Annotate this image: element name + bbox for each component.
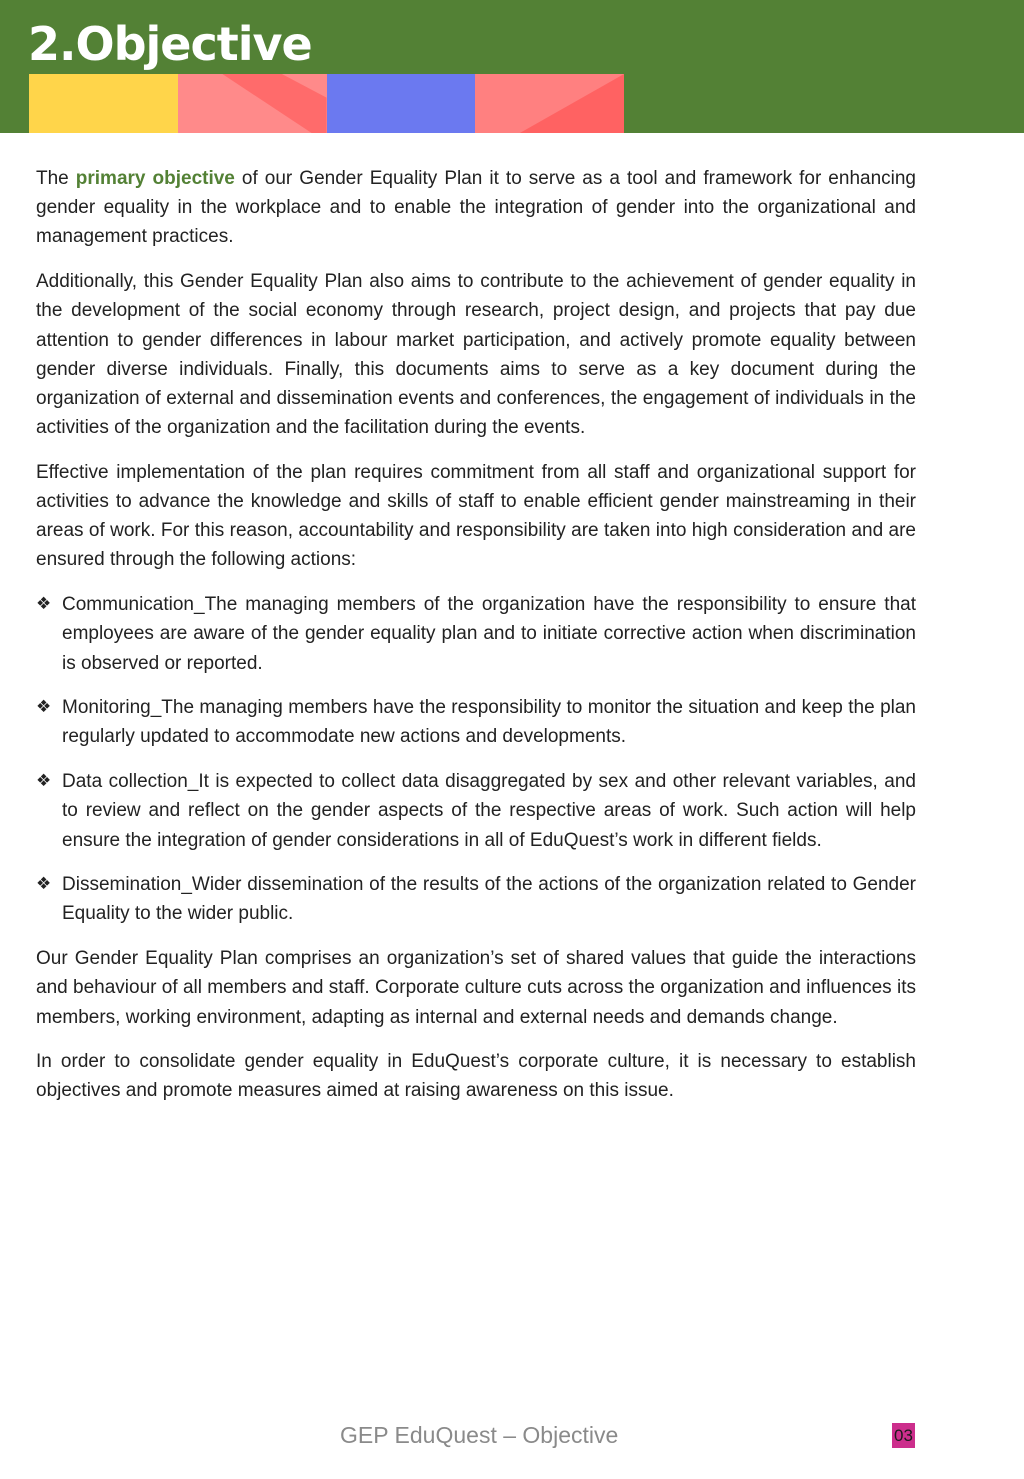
header-banner	[0, 0, 1024, 133]
paragraph: Effective implementation of the plan requires commitment from all staff and organizational support for activities to advance the knowledge and skills of staff to enable efficient gender mainstreaming in their areas of work. For this reason, accountability and responsibility are taken into high consideration and are ensured through the following actions:	[36, 461, 916, 571]
color-block-yellow	[29, 74, 178, 133]
list-item	[36, 693, 916, 751]
list-item-text: Dissemination_Wider dissemination of the results of the actions of the organization related to Gender Equality to the wider public.	[62, 874, 916, 925]
paragraph: In order to consolidate gender equality in EduQuest’s corporate culture, it is necessary to establish objectives and promote measures aimed at raising awareness on this issue.	[36, 1051, 916, 1102]
list-item-text: Data collection_It is expected to collect data disaggregated by sex and other relevant variables, and to review and reflect on the gender aspects of the respective areas of work. Such action will help ensure the integration of gender considerations in all of EduQuest’s work in different fields.	[62, 771, 916, 851]
list-item-text: Monitoring_The managing members have the responsibility to monitor the situation and keep the plan regularly updated to accommodate new actions and developments.	[62, 697, 916, 748]
color-block-pink-2	[475, 74, 624, 133]
list-item	[36, 767, 916, 855]
paragraph: Additionally, this Gender Equality Plan also aims to contribute to the achievement of gender equality in the development of the social economy through research, project design, and projects that pay due attention to gender differences in labour market participation, and actively promote equality between gender diverse individuals. Finally, this documents aims to serve as a key document during the organization of external and dissemination events and conferences, the engagement of individuals in the activities of the organization and the facilitation during the events.	[36, 271, 916, 439]
diamond-bullet-icon: ❖	[36, 874, 52, 895]
color-block-pink	[178, 74, 327, 133]
diamond-bullet-icon: ❖	[36, 594, 52, 615]
paragraph: Our Gender Equality Plan comprises an organization’s set of shared values that guide the interactions and behaviour of all members and staff. Corporate culture cuts across the organization and influences its members, working environment, adapting as internal and external needs and demands change.	[36, 948, 916, 1028]
list-item-text: Communication_The managing members of the organization have the responsibility to ensure that employees are aware of the gender equality plan and to initiate corrective action when discrimination is observed or reported.	[62, 594, 916, 674]
intro-after: of our Gender Equality Plan it to serve as a tool and framework for enhancing gender equality in the workplace and to enable the integration of gender into the organizational and management practices.	[36, 168, 916, 248]
diamond-bullet-icon: ❖	[36, 697, 52, 718]
intro-paragraph	[36, 164, 916, 252]
intro-before: The	[36, 168, 76, 189]
color-block-blue	[327, 74, 476, 133]
color-blocks	[29, 74, 624, 133]
page-title: 2.Objective	[28, 17, 312, 71]
footer-text: GEP EduQuest – Objective	[340, 1422, 619, 1448]
list-item	[36, 590, 916, 678]
actions-list	[36, 590, 916, 929]
page-number: 03	[892, 1423, 915, 1448]
list-item	[36, 870, 916, 928]
primary-objective-highlight: primary objective	[75, 168, 235, 189]
diamond-bullet-icon: ❖	[36, 771, 52, 792]
body-content	[36, 164, 916, 1121]
